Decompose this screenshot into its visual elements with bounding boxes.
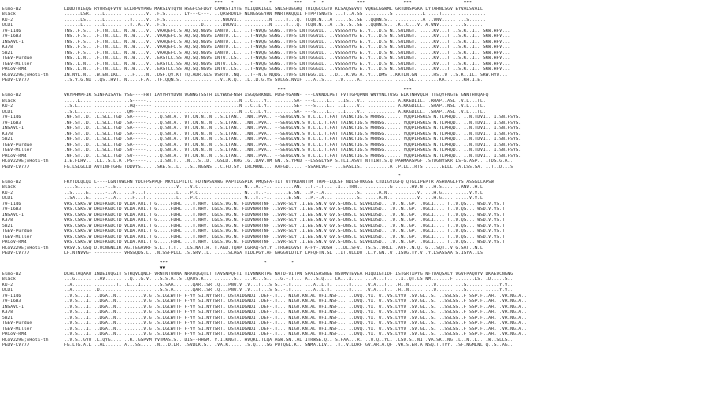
sequence-name: KU-2	[2, 282, 13, 288]
sequence-residues: ..V.S...I. ..DGA..N.. .......V.G .S.LGLWTTF F-YY SI.NYTSRT. DSTAIDGNDI .DEF-.T... NIGV.KN.AL VFI.NSF... ..DVQ..YI. V..VS.LYYV .SV.GL..S. ..SSLSS..F SSP.F..AH. .VR.NG.A..	[64, 315, 527, 321]
sequence-name: K378	[2, 45, 13, 50]
sequence-residues: DCHLTAQAAV INDEIVQGIT STKQVLQNLF VRNTNTVRNA NRAVQGQTLT TAVSNPQFTI TIVNNKRTPE NATD-VITPN SPAISRSNGE NSVMVTEVEA HIQDIGTIDF ISTGRTIPYG NFTVAQSALY VGVFPAQVYV DKAEVCNGNG	[64, 271, 513, 277]
sequence-name: 5821	[2, 137, 13, 142]
sequence-residues: VRS.CSKS.W DHIFKGDCTD VLDA.AVI.T G.....FDHL ...T.NHY. LGLS.VG.N. FIDVNARTNF ..SVR-SLY .I.EE.SN.V GV.S-DNS.L SLVHLDSD.. .V..N..GP. .VGLI.... T..V.QS... WSD.V.YS.T	[64, 223, 505, 229]
sequence-name: Elmo-02	[2, 93, 22, 98]
sequence-residues: ..S.....E. ....-..A.. ...F...T.. ........L. ..P.C..... .......... N...T..-.. .....E.SN. ..P.-.A... ........S. .....A.N.. ........V. ...H.G.... .....V.Y.L	[64, 190, 483, 196]
conservation-marks: ▼▼	[64, 266, 166, 271]
sequence-residues: FG.LTG.A.L ..AL...... A...SS.... .N...D.LR. .SVDLK.S.. .VA.K..... .S.Q....SG PVTQGL.K.. SNMA.LIV.. .T..V.LDRF GV.AR.A.QF .VK.S.ER.A NSQ.T.TYY. .SF.NGMLNL Q..S..AG..	[64, 343, 513, 348]
sequence-name: PRCoV-RM4	[2, 153, 27, 159]
sequence-residues: VRS.CSKS.W DHIFKGDCTD VLDA.AVI.T G.....FDHL ...T.NHY. LGLS.VG.N. FIDVNARTNF ..SVR-SLY .I.EE.SN.V GV.S-DNS.L SLVHLDSD.. .V..N..GP. .VGLI.... T..V.QS... WSD.V.YS.T	[64, 229, 505, 234]
sequence-name: TGEV-Miller	[2, 61, 33, 67]
sequence-residues: FG.LSLGLLD AVTINFTGHG TDDVYS.... .SKE.S..L. ..S..NGSNS ..C.FD.SY. LRLMRNL... AAFGD..... -SSAHLVG-- ...EASLIS. .........A .P.LL..RTS ......ELLL .A.LSS.SA. ..T..D...S	[64, 164, 513, 170]
sequence-residues: .NF.ST..D. .L.SLL.TGD .SV-----.. ..Q.SN.A.. VT.CN.N..N ..S.LTAN.. .NN..PVA.. --SEVGLVN.S V.L.L.T.FAT TAINCTIG.S MRNSG...... YQQPIHSKLS N.TLPHQD.. ..N.TDVI.. I.SN.FSYS.	[64, 148, 522, 153]
sequence-residues: VRS.CSKS.W DHIFKGDCTD VLDA.AVI.T G.....FDHL ...T.NHY. LGLS.VG.N. FIDVNARTNF ..SVR-SLY .I.EE.SN.V GV.S-DNS.L SLVHLDSD.. .V..N..GP. .VGLI.... T..V.QS... WSD.V.YS.T	[64, 218, 505, 223]
sequence-name: Black	[2, 12, 16, 17]
sequence-residues: .NF.ST..D. .L.SLL.TGD .SA-----.. ..Q.SN.A.. VT.CN.N..N ..S.LTAN.. .NN..PVA.. --SEVGLVN.S V.L.L.T.FAT TAINCTIG.S MRNSG...... YQQPIHSKLS N.TLPHQD.. ..N.TDVI.. I.SN.FSYS.	[64, 142, 522, 148]
sequence-residues: ..V.S...I. ..DGA..N.. .......V.G .S.LGLWTTF F-YY SI.NYTSRT. DSTAIDGNDI .DEF-.T... NIGV.KN.AL VFI.NSF... ..DVQ..YI. V..VS.LYYV .SV.GL..S. ..SSLSS..F SSP.F..AH. .VR.NG.A..	[64, 326, 527, 332]
sequence-residues: VRS.CSKS.W DHIFKGDCTD VLDA.AVI.T G.....FDHL ...T.NHY. LGLS.VG.N. FIDVNARTNF ..SVR-SLY .I.EE.SN.V GV.S-DNS.L SLVHLDSD.. .V..N..GP. .VGLI.... T..V.QS... WSD.V.YS.T	[64, 207, 505, 212]
sequence-name: PRCoV-RM4	[2, 67, 27, 72]
conservation-marks: *	[64, 174, 401, 179]
sequence-name: HCoV229E;vHoti-th	[2, 245, 49, 251]
sequence-residues: VRSV.S.GSQ D.VCNGNLIK AG.TEGAVRF S.L..T.T.. .LS.NAT.H. T.AGD.TQAP LGRAQ-SY.Y .TRGHIGVST A-FY-.VDSH ...DL.SFV. TS.S..VRLL .AVF..N.Q. G...SQT..V G.SAT..N.L	[64, 245, 483, 251]
sequence-name: TGEV-Purdue	[2, 321, 33, 326]
sequence-residues: LDDDTVIEQG RYVRSQFVYV ECLRPVYPWG MAKSIVTQYN HSGFCSFDGY CAMKSTIYTE YLIQDKIGLL SNLSFDEGRQ TVIQGCCGTV KLSAQSEVVT VQKELGGWML GRTDNSPGKA LYTAHNLSGV EYVALSVAIL	[64, 6, 483, 12]
sequence-row	[2, 165, 700, 171]
sequence-name: PEDV-CV777	[2, 78, 30, 83]
conservation-marks: *** ***	[64, 87, 412, 93]
sequence-residues: ..V.S..GYV .L.QYG.... ..K..GSPVM YVTMAS.S.. DIS--HHGM. Y.I.KNGT.. HVQKL.TLQA AGW.SN..AL ITRWSE.Q.. S.FAA...R. ..V.Q..YL. .LSV.S..NI .VA.SK..NG .L..N..L.. .W..SLLS..	[64, 337, 513, 343]
sequence-residues: VRS.CSKS.W DHIFKGDCTD VLDA.AVI.T G.....FDHL ...T.NHY. LGLS.VG.N. FIDVNARTNF ..SVR-SLY .I.EE.SN.V GV.S-DNS.L SLVHLDSD.. .V..N..GP. .VGLI.... T..V.QS... WSD.V.YS.T	[64, 240, 505, 245]
sequence-name: HCoV229E;vHoti-th	[2, 159, 49, 164]
sequence-residues: I.E.FLHV.. .LL..S.L.A .PS-----.. ..I.SN.T.. .N...S..D. .GSLD..KRG .G..DAV.VM GN..S.YPKD --LSSGLYSP S.TLI.ASVT NTTIWT.S.Q PAHMAASPGF .STVGNYSKR LS-G.ASP.. .TDS.G.A..	[64, 159, 513, 164]
sequence-name: UCD1	[2, 196, 13, 201]
sequence-name: 79-1146	[2, 201, 22, 207]
sequence-name: TGEV-Purdue	[2, 229, 33, 234]
alignment-block	[2, 174, 700, 257]
sequence-name: UCD1	[2, 109, 13, 115]
sequence-name: HCoV229E;vHoti-th	[2, 72, 49, 78]
sequence-residues: ..V.S...I. ..DGA..N.. .......V.G .S.LGLWTTF F-YY SI.NYTSRT. DSTAIDGNDI .DEF-.T... NIGV.KN.AL VFI.NSF... ..DVQ..YI. V..VS.LYYV .SV.GL..S. ..SSLSS..F SSP.F..AH. .VR.NG.A..	[64, 299, 527, 304]
sequence-name: PRCoV-RM4	[2, 332, 27, 337]
sequence-row	[2, 78, 700, 84]
sequence-name: TGEV-Purdue	[2, 56, 33, 61]
sequence-name: K378	[2, 310, 13, 315]
sequence-residues: TNS..F.S.. .F.TN..LL. N..W....V. .VAAQEFC.S AQ.SQ.NGVS IANTV..L.. ..T-NVQG SGNG..TVFS LNTTGGVIL. ..VSSSSYYG E..Y...D.S N..SVLNGT. .....KV...T ..S.K..I.. SKW.HFV...	[64, 45, 511, 50]
sequence-name: 5821	[2, 50, 13, 56]
sequence-name: PEDV-CV777	[2, 343, 30, 348]
sequence-name: KU-2	[2, 17, 13, 23]
sequence-name: UCD1	[2, 23, 13, 28]
sequence-name: KU-2	[2, 190, 13, 196]
sequence-name: INSAVC-1	[2, 304, 24, 310]
sequence-residues: .NF.ST..D. .L.SLL.TGD .SA-----.. ..Q.SN.A.. VT.CN.N..N ..S.LTAN.. .NN..PVA.. --SEVGLVN.S V.L.L.T.FAT TAINCTIG.S MRNSG...... YQQPIHSKLS N.TLPHQD.. ..N.TDVI.. I.SN.FSYS.	[64, 126, 522, 131]
sequence-residues: ..V.S...I. ..DGA..N.. .......V.G .S.LGLWTTF F-YY SI.NYTSRT. DSTAIDGNDI .DEF-.T... NIGV.KN.AL VFI.NSF... ..DVQ..YI. V..VS.LYYV .SV.GL..S. ..SSLSS..F SSP.F..AH. .VR.NG.A..	[64, 310, 527, 315]
sequence-residues: VRS.CSKS.W DHIFKGDCTD VLDA.AVI.T G.....FDHL ...T.NHY. LGLS.VG.N. FIDVNARTNF ..SVR-SLY .I.EE.SN.V GV.S-DNS.L SLVHLDSD.. .V..N..GP. .VGLI.... T..V.QS... WSD.V.YS.T	[64, 234, 505, 240]
sequence-name: UCD1	[2, 288, 13, 293]
sequence-residues: TNS..F.S.. .F.TN..LL. N..W....V. .VAAQEFC.S AQ.SQ.NGVS IANTV..L.. ..T-NVQG SGNG..TVFS LNTTGGVIL. ..VSSSSYYG E..Y...D.S N..SVLNGT. .....KV...T ..S.K..I.. SKW.HFV...	[64, 34, 511, 39]
sequence-residues: ......LSR. ...L...... ........V. .F.S...... LY---C---. ..QASRDVLF NLNGSGEYRN MNRTAKQQII FTPPTSNGTS ...T..A.SS .........S ..........L ....T..... ..........	[64, 12, 486, 17]
sequence-residues: ...G...... ..AV...... ..Q...G.V. ..S.S.A..S .QAVS.K... .......S.. ...R...S.. ..G.-.T... A...S.Q... LA...I.... ...A...T.. ..I..QT.LS NM.......F .......LS. .D.....S..	[64, 277, 513, 282]
sequence-name: 79-1683	[2, 120, 22, 126]
sequence-residues: ..S.L..... .......... ..AQ------ .......... .......... .........N ..C..L.Y.. .......SE- ---S....L.. ..I....V.. .......... A.KKGDILL. .SRAP..NSL .V.L...TL.	[64, 104, 486, 109]
sequence-residues: ..SA....E. ....-..A.. ...F...T.. ........L. ..P.C..... .......... N...T..-.. .....E.SN. ..P.-.A... ........S. .....A.N.. ........V. ...H.G.... .....V.Y.L	[64, 196, 483, 201]
sequence-residues: TNS..F.S.. .F.TN..LL. N..W....V. .VAAQEFC.S AQ.SQ.NGVS IANTV..L.. ..T-NVQG SGNG..TVFS LNTTGGVIL. ..VSSSSYYG E..Y...D.S N..SVLNGT. .....KV...T ..S.K..I.. SKW.HFV...	[64, 39, 511, 45]
sequence-residues: ..V.S...I. ..DGA..N.. .......V.G .S.LGLWTTF F-YY SI.NYTSRT. DSTAIDGNDI .DEF-.T... NIGV.KN.AL VFI.NSF... ..DVQ..YI. V..VS.LYYV .SV.GL..S. ..SSLSS..F SSP.F..AH. .VR.NG.A..	[64, 293, 527, 299]
sequence-residues: ....S..... ....-..E.. .......... ........V. ..V.C..... .......... N...A..-.. .......AN. ..T.-.T... .I...TRN.. .........G ......HV.N ...H.S.... ..ANV..H.L	[64, 185, 483, 190]
sequence-name: PEDV-CV777	[2, 251, 30, 256]
sequence-name: TGEV-Miller	[2, 148, 33, 153]
sequence-name: Elmo-02	[2, 179, 22, 185]
sequence-name: HCoV229E;vHoti-th	[2, 337, 49, 343]
sequence-residues: TNS..F.S.. .F.TN..LL. N..W....V. .VAAQEFC.S AQ.SQ.NGVS IANTV..L.. ..T-NVQG SGNG..TVFS LNTTGGVIL. ..VSSSSYYG E..Y...D.S N..SVLNGT. .....KV...T ..S.K..I.. SKW.HFV...	[64, 28, 511, 34]
sequence-residues: ..A....... .D........ .......... ..S.S.A... ...QAR..SR .Q...PNV.V .V...T...S S..-.T.... ...A..L.T. .....T.... .V.A...T.. .H..N..... ...V...... ...S...... .....Y.Y..	[64, 288, 513, 293]
sequence-residues: ..S.Y.G.NI ..QS..HVT. N.....F.A. .TF.QQN.S. .......... ..V..K.Q.. .L..D.G.YS SVLGS.NVIF ...A..S... ..V.....A. .......... .....SL... .....KA... ...KH.I.E.	[64, 78, 483, 83]
sequence-residues: .NF.ST..D. .L.SLL.TGD .SA-----.. ..Q.SN.A.. VT.CN.N..N ..S.LTAN.. .NN..PVA.. --SEVGLVN.S V.L.L.T.FAT TAINCTIG.S MRNSG...... YQQPIHSKLS N.TLPHQD.. ..N.TDVI.. I.SN.FSYS.	[64, 137, 522, 142]
sequence-residues: .NF.ST..D. .L.SLL.TGD .SA-----.. ..Q.SN.A.. VT.CN.N..N ..S.LTAN.. .NN..PVA.. --SEVGLVN.S V.L.L.T.FAT TAINCTIG.S MRNSG...... YQQPIHSKLS N.TLPHQD.. ..N.TDVI.. I.SN.FSYS.	[64, 115, 522, 120]
sequence-name: Black	[2, 98, 16, 104]
alignment-block	[2, 261, 700, 349]
sequence-name: 79-1683	[2, 34, 22, 39]
sequence-name: INSAVC-1	[2, 39, 24, 45]
sequence-name: 79-1683	[2, 207, 22, 212]
sequence-name: KU-2	[2, 104, 13, 109]
sequence-name: 79-1146	[2, 293, 22, 299]
sequence-name: INSAVC-1	[2, 212, 24, 218]
sequence-residues: VRS.CSKS.W DHIFKGDCTD VLDA.AVI.T G.....FDHL ...T.NHY. LGLS.VG.N. FIDVNARTNF ..SVR-SLY .I.EE.SN.V GV.S-DNS.L SLVHLDSD.. .V..N..GP. .VGLI.... T..V.QS... WSD.V.YS.T	[64, 212, 505, 218]
sequence-residues: VKYPHMPFIK SINFAISAYE YSG----FWT IAYYHYYDVN VGNNGTSSTH ILYWDSFNSH ISGQGRKNDL PDSFYGANN- ---LVKNDLPET FVTTGPQPNN WNYYNLTVSG ELKTNHVQLH TTEQYFNGTE GNNTHVQAFQ	[64, 93, 489, 98]
sequence-name: PEDV-CV777	[2, 164, 30, 170]
sequence-residues: ..V.S...I. ..DGA..N.. .......V.G .S.LGLWTTF F-YY SI.NYTSRT. DSTAIDGNDI .DEF-.T... NIGV.KN.AL VFI.NSF... ..DVQ..YI. V..VS.LYYV .SV.GL..S. ..SSLSS..F SSP.F..AH. .VR.NG.A..	[64, 332, 527, 337]
sequence-residues: LF.NTNVVG- ---------- VHSSQDS.L. .N.SSFPLLL .S.SRV..L. .....SLAGA TIDLPGY.AF GHGGVLDTLY LPFQFTN.SL ..IT.VLLDV .L.Y.GN..V .ISVG.TY.V .Y.LSASSAA S.ISYA..LS	[64, 251, 483, 256]
sequence-residues: ......L... ...L...... ..T..A..V. .F.S...... ......D... ...DVDVI.. .........N ....T...Q. TCQN.N...A ..S..S..SE ..QQNN.S.. .K..C...V. A.VNV..... ...S......	[64, 23, 483, 28]
sequence-residues: .NF.ST..D. .L.SLL.TGD .SA-----.. ..Q.SN.A.. VT.CN.N..N ..S.LTAN.. .NN..PVA.. --SEVGLVN.S V.L.L.T.FAT TAINCTIG.S MRNSG...... YQQPIHSKLS N.TLPHQD.. ..N.TDVI.. I.SN.FSYS.	[64, 131, 522, 137]
sequence-row	[2, 251, 700, 257]
sequence-name: TGEV-Miller	[2, 234, 33, 240]
sequence-name: TGEV-Miller	[2, 326, 33, 332]
sequence-name: Black	[2, 185, 16, 190]
alignment-block	[2, 1, 700, 84]
sequence-name: 79-1146	[2, 28, 22, 34]
sequence-alignment	[2, 1, 700, 401]
sequence-residues: ......LS.. ...L...... ..T.....V. .F.S...... .......... ...NVDVI.. .........N ....T...Q. TCQN.N...A .....S..SE ..QQNN.S.. ..........A ..VNV..... ...S......	[64, 17, 486, 23]
sequence-name: K378	[2, 131, 13, 137]
sequence-residues: ..A....... ........T. .L...I.... ..S.SAA... ...QAR..SR .Q...PNV.V .V...T...S S..-.T.... ...A..L.T. .....T.... .V.A...T.. .H..N..... ...V...... ...S...... .....Y.Y..	[64, 282, 513, 288]
sequence-residues: TNS..L.N.. .F.TN..LL. N..W....V. .EASTLC.SS AQ.SQ.NGVS INTV..LS.. ..T-NVQG SGNG..TVFS LNTTGGGIL. ..VSSSSYYG E..Y...D.S N..SVLNGT. .....KV...T ..S.K..I.. SKW.HFV...	[64, 56, 511, 61]
sequence-name: 79-1146	[2, 115, 22, 120]
sequence-name: Elmo-02	[2, 271, 22, 277]
sequence-residues: FKYTDLQLQI L----LGNTVWLHN YDCFPSPPQF MKYLLPTLTC FDTNPSVAWG PAPTIGSPIK PMQSFA-TIT VTYKDANTTM TRPF-LQLSF NDISFVKGSE CTDIGYIGFQ QTGLIPEPTR ASHVAGLFYS ASSGLLAPSW	[64, 179, 494, 185]
sequence-name: INSAVC-1	[2, 126, 24, 131]
sequence-name: Elmo-02	[2, 6, 22, 12]
sequence-residues: TNS..L.N.. .F.TN..LL. N..W....V. .EASTLC.SS AQ.SQ.NGVS INTV..LS.. ..T-NVQG SGNG..TVFS LNTTGGGIL. ..VSSSSYYG E..Y...D.S N..SVLNGT. .....KV...T ..S.K..I.. SKW.HFV...	[64, 67, 511, 72]
sequence-residues: TNS..L.N.. .F.TN..LL. N..W....V. .EASTLC.SS AQ.SQ.NGVS INTV..LS.. ..T-NVQG SGNG..TVFS LNTTGGGIL. ..VSSSSYYG E..Y...D.S N..SVLNGT. .....KV...T ..S.K..I.. SKW.HFV...	[64, 61, 511, 67]
sequence-residues: VRS.CSKS.W DHIFKGDCTD VLDA.AVI.T G.....FDHL ...T.NHY. LGLS.VG.N. FIDVNARTNF ..SVR-SLY .I.EE.SN.V GV.S-DNS.L SLVHLDSD.. .V..N..GP. .VGLI.... T..V.QS... WSD.V.YS.T	[64, 201, 505, 207]
sequence-name: 79-1683	[2, 299, 22, 304]
sequence-residues: ..V.S...I. ..DGA..N.. .......V.G .S.LGLWTTF F-YY SI.NYTSRT. DSTAIDGNDI .DEF-.T... NIGV.KN.AL VFI.NSF... ..DVQ..YI. V..VS.LYYV .SV.GL..S. ..SSLSS..F SSP.F..AH. .VR.NG.A..	[64, 321, 527, 326]
sequence-row	[2, 343, 700, 349]
sequence-residues: IN.NYL.N.. .W.EN.IKL. ...F....N. .DSF.QY.KT TQ.ADR.GLS VSRTV..NQ. ..T--N.G NQDG..TVFS LNTEGG.IL. ..D...K.VG A..Y...DMS ..KKTLN.GN .....RS..V ..S.K..IL. SKW.HYV...	[64, 72, 508, 78]
sequence-name: 5821	[2, 223, 13, 229]
sequence-name: PRCoV-RM4	[2, 240, 27, 245]
conservation-marks: *** * *	[64, 260, 294, 266]
sequence-residues: .NF.ST..D. .L.SLL.TGD .SV-----.. ..Q.SN.A.. VT.CN.N..N ..S.LTAN.. .NN..PVA.. --SEVGLVN.S V.L.L.T.FAT TAINCTIG.S MRNSG...... YQQPIHSKLS N.TLPHQD.. ..N.TDVI.. I.SN.FSYS.	[64, 153, 522, 159]
sequence-residues: ..V.S...I. ..DGA..N.. .......V.G .S.LGLWTTF F-YY SI.NYTSRT. DSTAIDGNDI .DEF-.T... NIGV.KN.AL VFI.NSF... ..DVQ..YI. V..VS.LYYV .SV.GL..S. ..SSLSS..F SSP.F..AH. .VR.NG.A..	[64, 304, 527, 310]
sequence-name: TGEV-Purdue	[2, 142, 33, 148]
sequence-residues: TNS..F.S.. .F.TN..LL. N..W....V. .VAAQEFC.S AQ.SQ.NGVS IANTV..L.. ..T-NVQG SGNG..TVFS LNTTGGVIL. ..VSSSSYYG E..Y...D.S N..SVLNGT. .....KV...T ..S.K..I.. SKW.HFV...	[64, 50, 511, 56]
sequence-residues: ..S.L..... .......... .QM------. .......... .......... .........N ..C..L.Y.. .......SA- ---S....L.. ..I....V.. .......... A.KKGDILL. .SRAP..ASL .V.L...TL.	[64, 109, 486, 115]
sequence-name: Black	[2, 277, 16, 282]
sequence-residues: .....L.... .......... ..S-----.. .......... .......... .........N ..C....Y.. .......SA- ---L....L.. ..IS...V.. .......... A.KKEDIIL. .RRAP..ASL .V.L...TL.	[64, 98, 486, 104]
sequence-name: K378	[2, 218, 13, 223]
conservation-marks: *** * * * *** * * *** *** ***	[64, 1, 472, 6]
sequence-residues: .NF.ST..D. .L.SLL.TGD .SA-----.. ..Q.SN.A.. VT.CN.N..N ..S.LTAN.. .NN..PVA.. --SEVGLVN.S V.L.L.T.FAT TAINCTIG.S MRNSG...... YQQPIHSKLS N.TLPHQD.. ..N.TDVI.. I.SN.FSYS.	[64, 120, 522, 126]
alignment-block	[2, 88, 700, 171]
sequence-name: 5821	[2, 315, 13, 321]
